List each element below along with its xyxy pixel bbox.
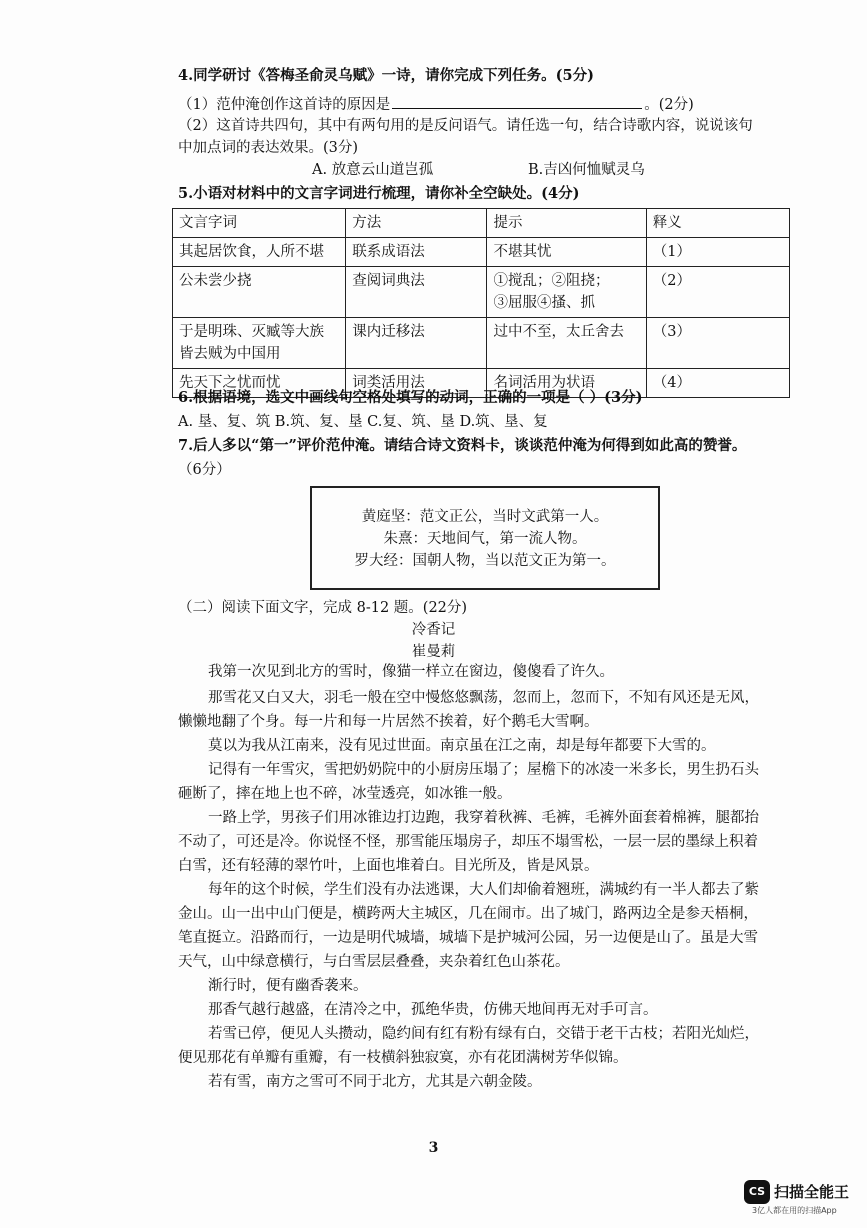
passage-line: 那雪花又白又大，羽毛一般在空中慢悠悠飘荡，忽而上，忽而下，不知有风还是无风， bbox=[208, 690, 759, 706]
table-row bbox=[173, 238, 790, 267]
passage-author: 崔曼莉 bbox=[411, 644, 456, 660]
passage-line: 若雪已停，便见人头攒动，隐约间有红有粉有绿有白，交错于老干古枝；若阳光灿烂， bbox=[208, 1026, 759, 1042]
header-hint: 提示 bbox=[487, 209, 646, 238]
passage-line: 每年的这个时候，学生们没有办法逃课，大人们却偷着翘班，满城约有一半人都去了紫 bbox=[208, 882, 759, 898]
cell-hint: 过中不至，太丘舍去 bbox=[487, 318, 646, 369]
watermark-tagline: 3亿人都在用的扫描App bbox=[752, 1206, 837, 1215]
cell-method: 课内迁移法 bbox=[346, 318, 487, 369]
vocab-table bbox=[172, 208, 790, 398]
cell-hint bbox=[487, 267, 646, 318]
watermark-name: 扫描全能王 bbox=[774, 1183, 850, 1201]
header-meaning: 释义 bbox=[646, 209, 789, 238]
cell-hint: 名词活用为状语 bbox=[487, 369, 646, 398]
q4-sub1-score: 。(2分) bbox=[644, 97, 694, 113]
word-line2: 皆去贼为中国用 bbox=[179, 346, 281, 362]
passage-line: 记得有一年雪灾，雪把奶奶院中的小厨房压塌了；屋檐下的冰凌一米多长，男生扔石头 bbox=[208, 762, 759, 778]
q6-title: 6.根据语境，选文中画线句空格处填写的动词，正确的一项是（ ）(3分) bbox=[178, 389, 643, 406]
header-method: 方法 bbox=[346, 209, 487, 238]
passage-line: 懒懒地翻了个身。每一片和每一片居然不挨着，好个鹅毛大雪啊。 bbox=[178, 714, 599, 730]
q7-title: 7.后人多以“第一”评价范仲淹。请结合诗文资料卡，谈谈范仲淹为何得到如此高的赞誉。 bbox=[178, 437, 747, 454]
cell-meaning: （1） bbox=[646, 238, 789, 267]
cell-meaning: （4） bbox=[646, 369, 789, 398]
q4-title: 4.同学研讨《答梅圣俞灵乌赋》一诗，请你完成下列任务。(5分) bbox=[178, 67, 594, 84]
hint-line1: ①搅乱；②阻挠； bbox=[493, 273, 610, 289]
table-row bbox=[173, 318, 790, 369]
q5-title: 5.小语对材料中的文言字词进行梳理，请你补全空缺处。(4分) bbox=[178, 185, 580, 202]
cell-method: 联系成语法 bbox=[346, 238, 487, 267]
q4-sub2-line2: 中加点词的表达效果。(3分) bbox=[178, 140, 359, 156]
scanner-watermark bbox=[744, 1180, 860, 1220]
passage-line: 莫以为我从江南来，没有见过世面。南京虽在江之南，却是每年都要下大雪的。 bbox=[208, 738, 716, 754]
hint-line2: ③屈服④搔、抓 bbox=[493, 295, 595, 311]
passage-line: 那香气越行越盛，在清冷之中，孤绝华贵，仿佛天地间再无对手可言。 bbox=[208, 1002, 658, 1018]
q4-option-b: B.吉凶何恤赋灵乌 bbox=[528, 162, 645, 178]
q4-option-a: A. 放意云山道岂孤 bbox=[312, 162, 434, 178]
section2-intro: （二）阅读下面文字，完成 8-12 题。(22分) bbox=[178, 600, 468, 616]
q6-options: A. 垦、复、筑 B.筑、复、垦 C.复、筑、垦 D.筑、垦、复 bbox=[178, 414, 548, 430]
q4-sub1-text: （1）范仲淹创作这首诗的原因是 bbox=[178, 97, 391, 113]
word-line1: 于是明珠、灭臧等大族 bbox=[179, 324, 324, 340]
quote-zhu: 朱熹：天地间气，第一流人物。 bbox=[383, 531, 587, 547]
passage-line: 白雪，还有轻薄的翠竹叶，上面也堆着白。目光所及，皆是风景。 bbox=[178, 858, 599, 874]
passage-line: 金山。山一出中山门便是，横跨两大主城区，几在闹市。出了城门，路两边全是参天梧桐， bbox=[178, 906, 758, 922]
passage-line: 不动了，可还是冷。你说怪不怪，那雪能压塌房子，却压不塌雪松，一层一层的墨绿上积着 bbox=[178, 834, 758, 850]
passage-line: 笔直挺立。沿路而行，一边是明代城墙，城墙下是护城河公园，另一边便是山了。虽是大雪 bbox=[178, 930, 758, 946]
cell-method: 查阅词典法 bbox=[346, 267, 487, 318]
table-header-row bbox=[173, 209, 790, 238]
passage-line: 一路上学，男孩子们用冰锥边打边跑，我穿着秋裤、毛裤，毛裤外面套着棉裤，腿都抬 bbox=[208, 810, 759, 826]
answer-blank bbox=[392, 94, 642, 109]
cell-word: 公未尝少挠 bbox=[173, 267, 346, 318]
cell-word bbox=[173, 318, 346, 369]
passage-line: 若有雪，南方之雪可不同于北方，尤其是六朝金陵。 bbox=[208, 1074, 542, 1090]
q7-score: （6分） bbox=[178, 462, 231, 478]
cell-word: 其起居饮食，人所不堪 bbox=[173, 238, 346, 267]
passage-line: 便见那花有单瓣有重瓣，有一枝横斜独寂寞，亦有花团满树芳华似锦。 bbox=[178, 1050, 628, 1066]
cell-meaning: （2） bbox=[646, 267, 789, 318]
passage-line: 砸断了，摔在地上也不碎，冰莹透亮，如冰锥一般。 bbox=[178, 786, 512, 802]
quote-card bbox=[310, 486, 660, 590]
q4-sub2-line1: （2）这首诗共四句，其中有两句用的是反问语气。请任选一句，结合诗歌内容，说说该句 bbox=[178, 118, 753, 134]
q4-sub1 bbox=[178, 94, 694, 115]
header-word: 文言字词 bbox=[173, 209, 346, 238]
quote-luo: 罗大经：国朝人物，当以范文正为第一。 bbox=[354, 553, 616, 569]
passage-line: 天气，山中绿意横行，与白雪层层叠叠，夹杂着红色山茶花。 bbox=[178, 954, 570, 970]
passage-title: 冷香记 bbox=[411, 622, 456, 638]
cell-method: 词类活用法 bbox=[346, 369, 487, 398]
cell-word: 先天下之忧而忧 bbox=[173, 369, 346, 398]
cell-meaning: （3） bbox=[646, 318, 789, 369]
page-number: 3 bbox=[428, 1140, 439, 1156]
passage-line: 我第一次见到北方的雪时，像猫一样立在窗边，傻傻看了许久。 bbox=[208, 664, 614, 680]
cell-hint: 不堪其忧 bbox=[487, 238, 646, 267]
passage-line: 渐行时，便有幽香袭来。 bbox=[208, 978, 368, 994]
table-row bbox=[173, 267, 790, 318]
cs-logo-icon: CS bbox=[744, 1180, 770, 1204]
quote-huang: 黄庭坚：范文正公，当时文武第一人。 bbox=[361, 509, 609, 525]
